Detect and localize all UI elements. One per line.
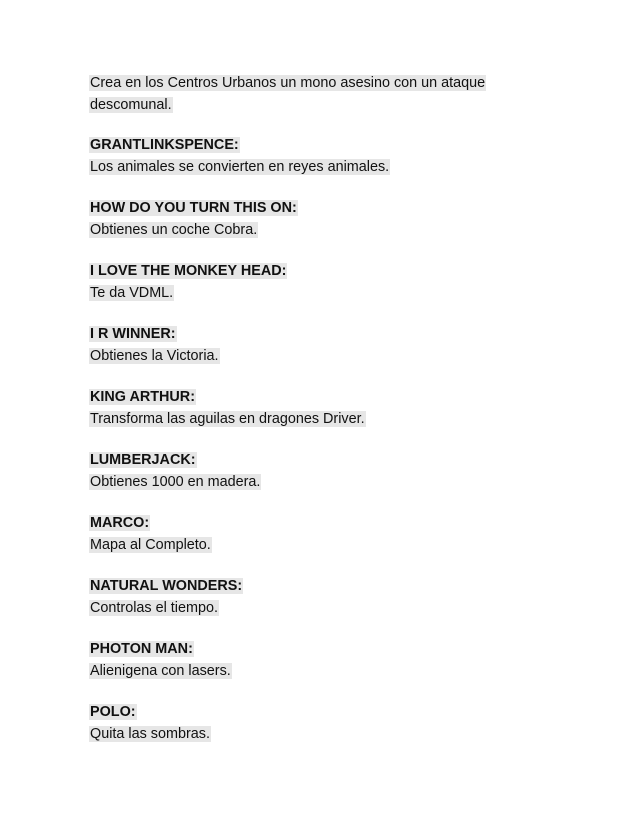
cheat-entry: [89, 197, 559, 241]
cheat-code: I R WINNER:: [90, 326, 176, 342]
cheat-code: MARCO:: [90, 515, 150, 531]
cheat-code: GRANTLINKSPENCE:: [90, 137, 239, 153]
cheat-entry: [89, 575, 559, 619]
cheat-entry: [89, 323, 559, 367]
cheat-description: Mapa al Completo.: [90, 537, 211, 553]
document-page: [89, 72, 559, 745]
cheat-description: Obtienes 1000 en madera.: [90, 474, 261, 490]
cheat-description: Obtienes la Victoria.: [90, 348, 219, 364]
cheat-description: Controlas el tiempo.: [90, 600, 218, 616]
cheat-description: Alienigena con lasers.: [90, 663, 231, 679]
cheat-entry: [89, 512, 559, 556]
cheat-code: NATURAL WONDERS:: [90, 578, 243, 594]
cheat-entry: [89, 701, 559, 745]
cheat-entry: [89, 386, 559, 430]
cheat-entry: [89, 134, 559, 178]
cheat-code: I LOVE THE MONKEY HEAD:: [90, 263, 287, 279]
cheat-code: POLO:: [90, 704, 136, 720]
cheat-code: PHOTON MAN:: [90, 641, 193, 657]
intro-line: descomunal.: [90, 97, 172, 113]
intro-paragraph: [89, 72, 559, 116]
cheat-description: Los animales se convierten en reyes animales.: [90, 159, 390, 175]
cheat-description: Transforma las aguilas en dragones Driver.: [90, 411, 365, 427]
cheat-entry: [89, 638, 559, 682]
cheat-code: LUMBERJACK:: [90, 452, 196, 468]
cheat-entry: [89, 260, 559, 304]
cheat-entry: [89, 449, 559, 493]
cheat-description: Quita las sombras.: [90, 726, 210, 742]
intro-line: Crea en los Centros Urbanos un mono asesino con un ataque: [90, 75, 486, 91]
cheat-description: Obtienes un coche Cobra.: [90, 222, 258, 238]
cheat-code: HOW DO YOU TURN THIS ON:: [90, 200, 297, 216]
cheat-code: KING ARTHUR:: [90, 389, 195, 405]
cheat-description: Te da VDML.: [90, 285, 174, 301]
